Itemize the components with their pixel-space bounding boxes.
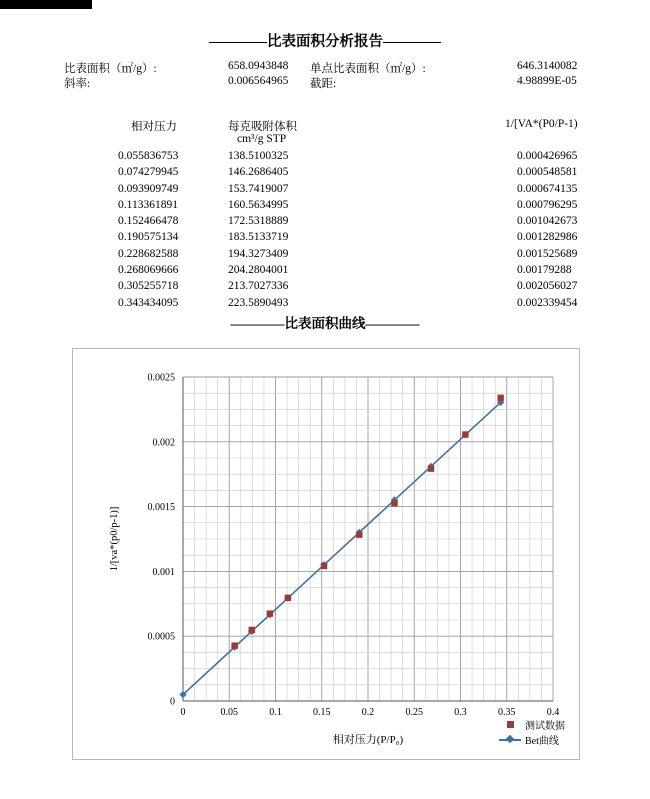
svg-text:0.25: 0.25 [405,707,423,718]
header-adsorbed-volume: 每克吸附体积 [228,121,297,133]
svg-text:0.3: 0.3 [454,707,467,718]
chart-title: ————比表面积曲线———— [230,316,420,331]
summary-row [0,75,650,90]
svg-text:0.0025: 0.0025 [147,372,175,384]
cell-bet: 0.001042673 [517,215,578,228]
cell-relative-pressure: 0.268069666 [118,264,179,277]
svg-text:0.15: 0.15 [313,707,331,718]
top-black-bar [0,0,92,9]
slope-label: 斜率: [64,78,91,90]
svg-text:0.001: 0.001 [152,566,175,578]
line-marker-icon [499,735,521,744]
cell-bet: 0.000796295 [517,198,578,211]
table-row [0,297,650,313]
cell-bet: 0.001282986 [517,231,578,244]
cell-volume: 223.5890493 [228,296,289,309]
svg-text:0: 0 [170,696,175,708]
cell-volume: 138.5100325 [228,150,289,162]
legend-item-line [499,732,565,747]
chart-svg [73,349,577,757]
svg-text:0.05: 0.05 [220,707,238,718]
x-axis-label: 相对压力(P/P₀) [332,734,404,746]
cell-volume: 146.2686405 [228,166,289,179]
svg-text:0: 0 [180,707,186,718]
summary-block [0,60,650,90]
cell-relative-pressure: 0.074279945 [118,166,179,179]
table-row [0,166,650,182]
cell-relative-pressure: 0.190575134 [118,231,179,244]
cell-relative-pressure: 0.113361891 [118,198,178,211]
cell-volume: 204.2804001 [228,264,289,277]
y-axis-label: 1/[va*(p0/p-1)] [109,506,120,572]
legend-item-scatter [499,717,565,732]
cell-relative-pressure: 0.152466478 [118,215,179,228]
cell-relative-pressure: 0.343434095 [118,296,179,309]
intercept-label: 截距: [310,78,337,90]
svg-text:0.0015: 0.0015 [147,502,175,514]
scatter-marker-icon [499,721,521,728]
cell-bet: 0.000426965 [517,150,578,162]
svg-text:0.35: 0.35 [498,707,516,718]
report-title: ————比表面积分析报告———— [209,34,441,50]
cell-bet: 0.001525689 [517,247,578,260]
legend-label-line: Bet曲线 [525,736,559,747]
table-row [0,248,650,264]
table-row [0,199,650,215]
data-table [0,150,650,313]
header-adsorbed-volume-unit: cm³/g STP [237,133,287,145]
table-row [0,183,650,199]
single-point-area-label: 单点比表面积（㎡/g）: [310,63,426,75]
cell-relative-pressure: 0.093909749 [118,182,179,195]
chart-legend [499,717,565,747]
table-row [0,264,650,280]
cell-volume: 194.3273409 [228,247,289,260]
cell-volume: 160.5634995 [228,198,289,211]
slope-value: 0.006564965 [228,75,289,87]
cell-bet: 0.002056027 [517,280,578,293]
cell-bet: 0.000548581 [517,166,578,179]
svg-text:0.4: 0.4 [546,707,560,718]
single-point-area-value: 646.3140082 [517,60,578,72]
cell-bet: 0.00179288 [517,264,572,277]
surface-area-value: 658.0943848 [228,60,289,72]
table-row [0,231,650,247]
svg-text:0.0005: 0.0005 [147,631,175,643]
header-relative-pressure: 相对压力 [131,121,177,133]
intercept-value: 4.98899E-05 [517,75,577,87]
header-bet-value: 1/[VA*(P0/P-1) [505,118,578,130]
cell-relative-pressure: 0.228682588 [118,247,179,260]
surface-area-label: 比表面积（㎡/g）: [64,63,157,75]
cell-relative-pressure: 0.305255718 [118,280,179,293]
table-row [0,150,650,166]
bet-chart [72,348,580,760]
table-row [0,215,650,231]
svg-text:0.2: 0.2 [361,707,375,718]
table-row [0,280,650,296]
summary-row [0,60,650,75]
svg-text:0.1: 0.1 [269,707,282,718]
cell-volume: 183.5133719 [228,231,289,244]
cell-volume: 172.5318889 [228,215,289,228]
cell-relative-pressure: 0.055836753 [118,150,179,162]
legend-label-scatter: 测试数据 [525,721,565,732]
cell-bet: 0.000674135 [517,182,578,195]
cell-volume: 213.7027336 [228,280,289,293]
cell-bet: 0.002339454 [517,296,578,309]
svg-text:0.002: 0.002 [152,437,175,449]
cell-volume: 153.7419007 [228,182,289,195]
